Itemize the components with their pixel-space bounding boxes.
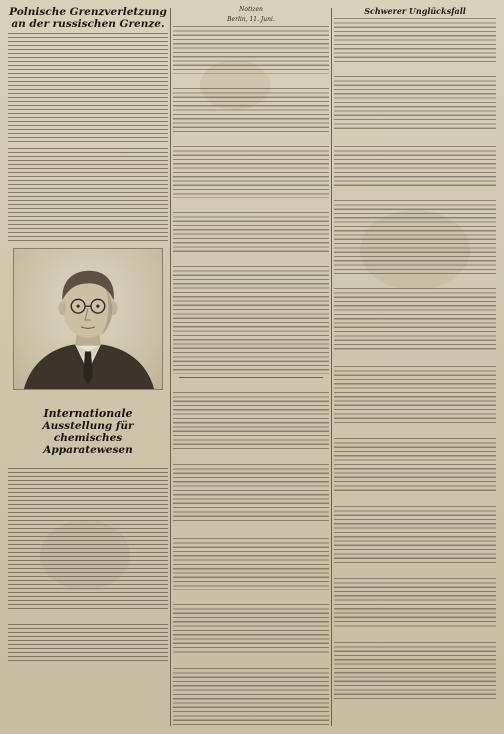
headline: Polnische Grenzverletzung	[9, 6, 167, 18]
article-text	[173, 266, 329, 374]
column-rule	[170, 8, 171, 726]
section-heading	[173, 135, 329, 144]
column-left	[8, 6, 168, 728]
feature-headline: Internationale	[43, 407, 133, 420]
article-text	[173, 212, 329, 252]
portrait-illustration	[14, 249, 162, 389]
column-rule	[331, 8, 332, 726]
section-heading	[173, 255, 329, 264]
section-heading	[334, 495, 496, 504]
column-right	[334, 6, 496, 728]
article-text	[173, 146, 329, 198]
section-heading	[334, 567, 496, 576]
section-heading	[8, 613, 168, 622]
article-text	[334, 642, 496, 702]
article-text	[8, 148, 168, 244]
section-heading	[334, 631, 496, 640]
section-heading	[334, 427, 496, 436]
article-text	[334, 200, 496, 274]
section-heading	[173, 527, 329, 536]
section-heading	[173, 453, 329, 462]
section-heading	[334, 135, 496, 144]
article-text	[173, 538, 329, 590]
column-subheading: Berlin, 11. Juni.	[227, 16, 275, 23]
article-text	[334, 438, 496, 492]
article-text	[173, 604, 329, 654]
section-heading	[173, 657, 329, 666]
article-text	[334, 506, 496, 564]
section-heading	[334, 65, 496, 74]
section-heading	[173, 593, 329, 602]
article-text	[8, 624, 168, 664]
section-heading	[334, 189, 496, 198]
article-text	[334, 18, 496, 62]
article-text	[334, 146, 496, 186]
article-text	[334, 366, 496, 424]
article-text	[173, 88, 329, 132]
article-text	[173, 392, 329, 450]
section-heading	[334, 355, 496, 364]
portrait-photo	[13, 248, 163, 390]
section-heading	[173, 201, 329, 210]
article-text	[334, 288, 496, 352]
article-text	[173, 668, 329, 728]
column-middle	[173, 6, 329, 728]
article-text	[173, 464, 329, 524]
article-text	[8, 33, 168, 145]
column-heading: Schwerer Unglücksfall	[364, 6, 466, 16]
section-divider	[179, 377, 323, 378]
column-heading: Notizen	[239, 6, 263, 13]
headline-continuation: an der russischen Grenze.	[11, 18, 165, 30]
article-text	[8, 468, 168, 610]
section-heading	[334, 277, 496, 286]
feature-subheading	[8, 458, 168, 466]
article-text	[173, 26, 329, 74]
article-text	[334, 578, 496, 628]
section-heading	[173, 381, 329, 390]
portrait-caption	[8, 392, 168, 406]
article-text	[334, 76, 496, 132]
feature-headline-continuation: Ausstellung für chemisches Apparatewesen	[42, 420, 134, 456]
section-heading	[173, 77, 329, 86]
